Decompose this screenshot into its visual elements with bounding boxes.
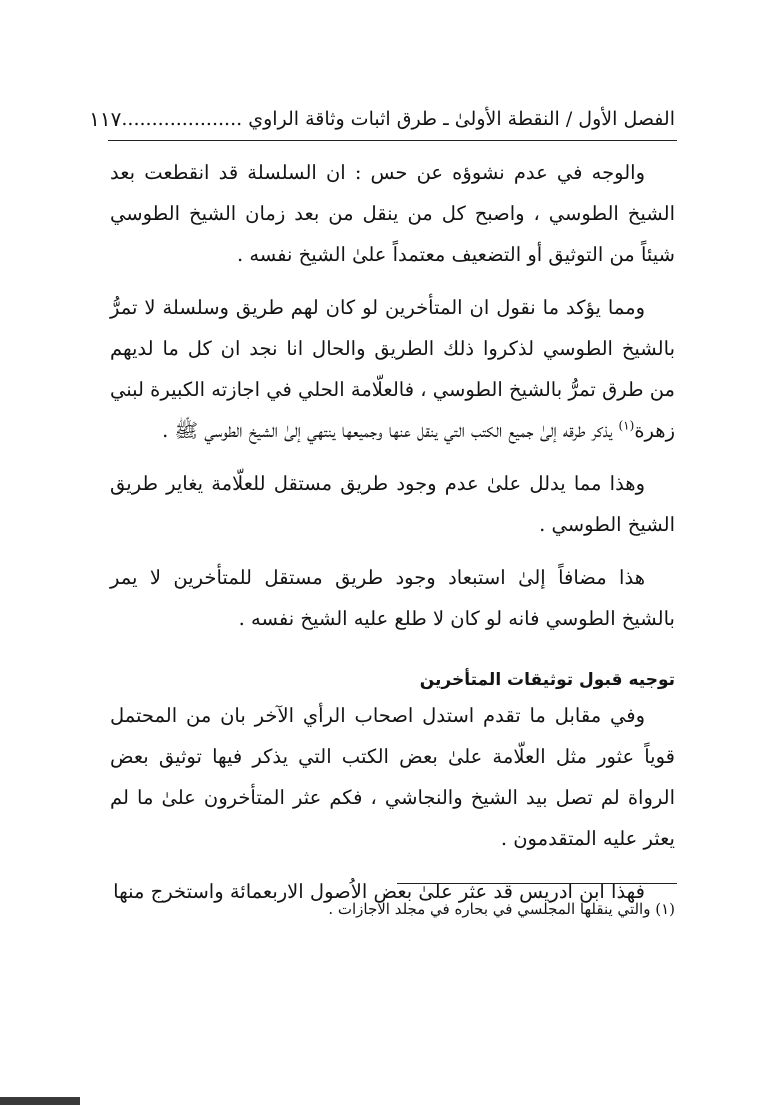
section-heading: توجيه قبول توثيقات المتأخرين	[419, 670, 675, 690]
scan-edge-mark	[0, 1097, 80, 1105]
footnote-ref: (١)	[618, 418, 635, 433]
running-title: الفصل الأول / النقطة الأولىٰ ـ طرق اثبات وثاقة الراوي ....................	[121, 108, 675, 130]
paragraph-2	[110, 287, 675, 451]
paragraph-5: وفي مقابل ما تقدم استدل اصحاب الرأي الآخر بان من المحتمل قوياً عثور مثل العلّامة علىٰ بعض الكتب التي يذكر فيها توثيق بعض الرواة لم تصل بيد الشيخ والنجاشي ، فكم عثر المتأخرون علىٰ ما لم يعثر عليه المتقدمون .	[110, 704, 675, 850]
paragraph-3: وهذا مما يدلل علىٰ عدم وجود طريق مستقل للعلّامة يغاير طريق الشيخ الطوسي .	[110, 472, 675, 536]
paragraph-1: والوجه في عدم نشوؤه عن حس : ان السلسلة قد انقطعت بعد الشيخ الطوسي ، واصبح كل من ينقل من بعد زمان الشيخ الطوسي شيئاً من التوثيق أو التضعيف معتمداً علىٰ الشيخ نفسه .	[110, 161, 675, 266]
paragraph-4: هذا مضافاً إلىٰ استبعاد وجود طريق مستقل للمتأخرين لا يمر بالشيخ الطوسي فانه لو كان لا طلع عليه الشيخ نفسه .	[110, 566, 675, 630]
footnote-rule	[397, 883, 677, 884]
body-text	[110, 152, 675, 924]
paragraph-6: فهذا ابن ادريس قد عثر علىٰ بعض الاُصول الاربعمائة واستخرج منها	[113, 880, 645, 903]
header-rule	[108, 140, 677, 141]
footnote: (١) والتي ينقلها المجلسي في بحاره في مجلد الاجازات .	[328, 900, 675, 918]
page-number: ١١٧	[89, 107, 122, 131]
paragraph-2-tail: يذكر طرقه إلىٰ جميع الكتب التي ينقل عنها وجميعها ينتهي إلىٰ الشيخ الطوسي ﷺ .	[162, 419, 619, 442]
paragraph-2-text: ومما يؤكد ما نقول ان المتأخرين لو كان لهم طريق وسلسلة لا تمرُّ بالشيخ الطوسي لذكروا ذلك الطريق والحال انا نجد ان كل ما لديهم من طرق تمرُّ بالشيخ الطوسي ، فالعلّامة الحلي في اجازته الكبيرة لبني زهرة	[110, 296, 675, 442]
running-head	[89, 104, 675, 134]
